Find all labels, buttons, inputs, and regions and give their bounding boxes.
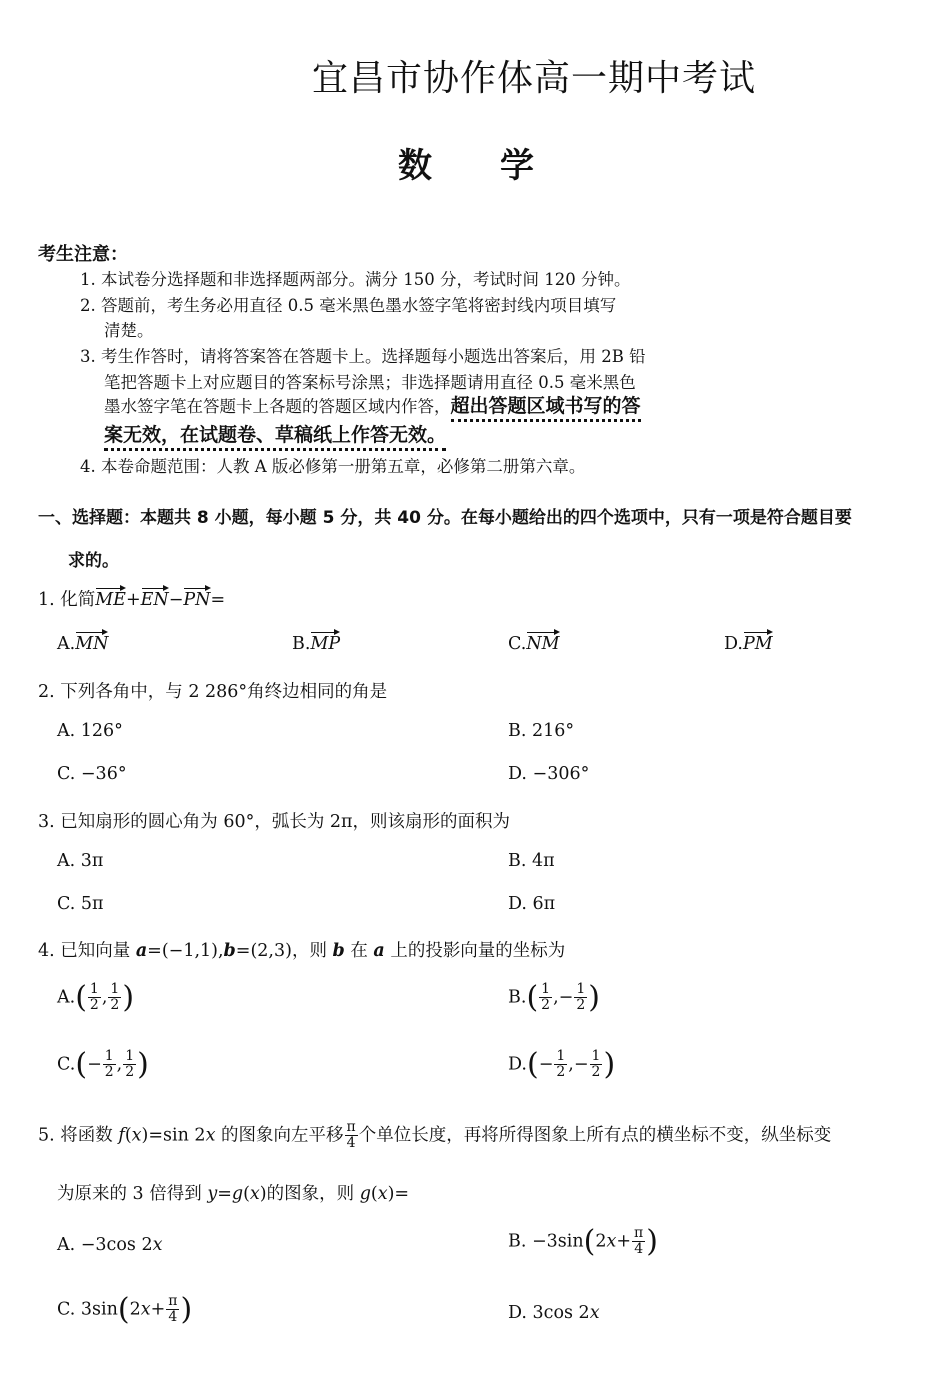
notice-item-3-plain: 墨水签字笔在答题卡上各题的答题区域内作答， — [104, 397, 451, 416]
question-5-stem-line-2: 为原来的 3 倍得到 y=g(x)的图象，则 g(x)= — [57, 1184, 410, 1204]
notice-item-3-line-1: 3. 考生作答时，请将答案答在答题卡上。选择题每小题选出答案后，用 2B 铅 — [80, 347, 646, 366]
q1-option-c: C.NM — [508, 630, 560, 654]
notice-item-4: 4. 本卷命题范围：人教 A 版必修第一册第五章，必修第二册第六章。 — [80, 457, 586, 476]
exam-title: 宜昌市协作体高一期中考试 — [312, 58, 757, 99]
q2-option-c: C. −36° — [57, 764, 127, 784]
q1-vector-pn: PN — [183, 586, 210, 610]
q3-option-d: D. 6π — [508, 894, 556, 914]
q1-plus: + — [125, 590, 141, 610]
q4-option-a: A.( $\frac{1}{2}$ , $\frac{1}{2}$ ) — [57, 979, 135, 1015]
q2-option-a: A. 126° — [57, 721, 123, 741]
notice-item-3-line-4 — [104, 420, 446, 447]
q4-vector-b: b — [223, 941, 236, 961]
q4-option-c: C.(− $\frac{1}{2}$ , $\frac{1}{2}$ ) — [57, 1046, 149, 1082]
notice-item-2-line-2: 清楚。 — [104, 321, 154, 340]
q3-option-b: B. 4π — [508, 851, 555, 871]
q1-option-d: D.PM — [724, 630, 773, 654]
q1-vector-en: EN — [141, 586, 169, 610]
q5-option-a: A. −3cos 2x — [57, 1235, 163, 1255]
q1-minus: − — [168, 590, 184, 610]
q1-option-d-vector: PM — [743, 630, 773, 654]
q1-option-b: B.MP — [292, 630, 340, 654]
q3-option-c: C. 5π — [57, 894, 104, 914]
q2-option-d: D. −306° — [508, 764, 590, 784]
question-4-stem: 4. 已知向量 a=(−1,1),b=(2,3)，则 b 在 a 上的投影向量的坐标为 — [38, 941, 566, 961]
notice-heading: 考生注意： — [38, 244, 128, 265]
question-5-stem-line-1: 5. 将函数 f(x)=sin 2x 的图象向左平移 $\frac{\pi}{4}$ 个单位长度，再将所得图象上所有点的横坐标不变，纵坐标变 — [38, 1119, 832, 1152]
section-1-heading: 一、选择题：本题共 8 小题，每小题 5 分，共 40 分。在每小题给出的四个选项中，只有一项是符合题目要 — [38, 508, 852, 528]
q3-option-a: A. 3π — [57, 851, 104, 871]
q1-vector-me: ME — [95, 586, 126, 610]
subject-title: 数 学 — [398, 146, 534, 186]
question-3-stem: 3. 已知扇形的圆心角为 60°，弧长为 2π，则该扇形的面积为 — [38, 812, 511, 832]
notice-item-3-emphasis-2: 案无效，在试题卷、草稿纸上作答无效。 — [104, 424, 446, 451]
q2-option-b: B. 216° — [508, 721, 575, 741]
q4-option-b: B.( $\frac{1}{2}$ ,− $\frac{1}{2}$ ) — [508, 979, 600, 1015]
question-1-stem — [38, 586, 225, 611]
q4-vector-a: a — [135, 941, 148, 961]
q5-pi-over-4: $\frac{\pi}{4}$ — [346, 1119, 356, 1152]
q4-option-d: D.(− $\frac{1}{2}$ ,− $\frac{1}{2}$ ) — [508, 1046, 616, 1082]
q1-option-c-vector: NM — [526, 630, 559, 654]
q1-prefix: 1. 化简 — [38, 590, 96, 610]
q1-equals: = — [210, 590, 226, 610]
q1-option-b-vector: MP — [310, 630, 340, 654]
notice-item-1: 1. 本试卷分选择题和非选择题两部分。满分 150 分，考试时间 120 分钟。 — [80, 270, 631, 289]
section-1-heading-cont: 求的。 — [68, 551, 119, 571]
notice-item-2-line-1: 2. 答题前，考生务必用直径 0.5 毫米黑色墨水签字笔将密封线内项目填写 — [80, 296, 617, 315]
q1-option-a: A.MN — [57, 630, 108, 654]
q5-option-d: D. 3cos 2x — [508, 1303, 600, 1323]
q1-option-a-vector: MN — [75, 630, 108, 654]
question-2-stem: 2. 下列各角中，与 2 286°角终边相同的角是 — [38, 682, 388, 702]
q5-option-c: C. 3sin(2x+ $\frac{\pi}{4}$ ) — [57, 1291, 193, 1327]
q5-option-b: B. −3sin(2x+ $\frac{\pi}{4}$ ) — [508, 1223, 658, 1259]
notice-item-3-emphasis: 超出答题区域书写的答 — [451, 395, 641, 422]
notice-item-3-line-2: 笔把答题卡上对应题目的答案标号涂黑；非选择题请用直径 0.5 毫米黑色 — [104, 373, 636, 392]
notice-item-3-line-3 — [104, 391, 641, 418]
